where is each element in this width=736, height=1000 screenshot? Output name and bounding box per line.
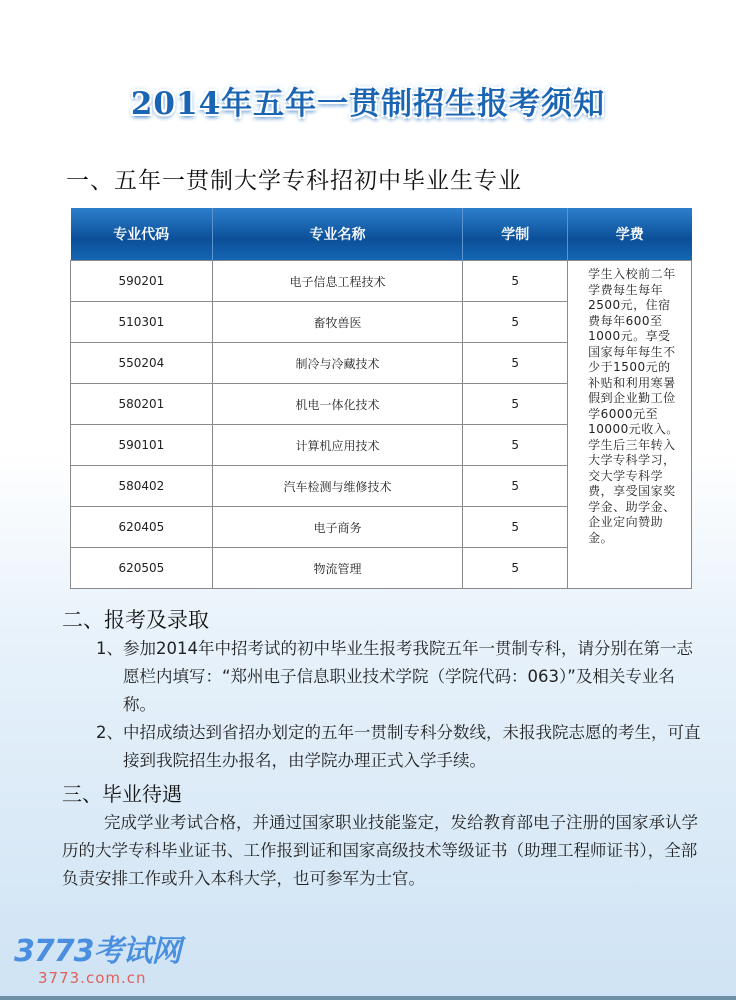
majors-table — [70, 208, 692, 589]
table-row — [71, 261, 692, 302]
major-code: 590101 — [71, 425, 213, 466]
major-code: 620405 — [71, 507, 213, 548]
major-code: 550204 — [71, 343, 213, 384]
major-code: 510301 — [71, 302, 213, 343]
major-code: 580402 — [71, 466, 213, 507]
major-years: 5 — [463, 261, 568, 302]
major-code: 580201 — [71, 384, 213, 425]
major-years: 5 — [463, 302, 568, 343]
item1-number: 1、 — [96, 639, 123, 658]
section2-heading: 二、报考及录取 — [62, 608, 209, 632]
major-name: 电子商务 — [212, 507, 463, 548]
major-name: 计算机应用技术 — [212, 425, 463, 466]
major-name: 汽车检测与维修技术 — [212, 466, 463, 507]
major-name: 畜牧兽医 — [212, 302, 463, 343]
major-years: 5 — [463, 425, 568, 466]
section1-heading: 一、五年一贯制大学专科招初中毕业生专业 — [66, 168, 522, 194]
col-header-code: 专业代码 — [71, 208, 213, 261]
item1 — [96, 635, 702, 719]
major-code: 620505 — [71, 548, 213, 589]
col-header-name: 专业名称 — [212, 208, 463, 261]
major-name: 机电一体化技术 — [212, 384, 463, 425]
major-years: 5 — [463, 343, 568, 384]
logo-url: 3773.com.cn — [38, 969, 147, 987]
major-years: 5 — [463, 384, 568, 425]
fee-note: 学生入校前二年学费每生每年2500元，住宿费每年600至1000元。享受国家每年每生不少于1500元的补贴和利用寒暑假到企业勤工俭学6000元至10000元收入。 学生后三年转入大学专科学习，交大学专科学费，享受国家奖学金、助学金、企业定向赞助金。 — [568, 261, 692, 589]
content — [62, 165, 702, 893]
item2-text: 中招成绩达到省招办划定的五年一贯制专科分数线，未报我院志愿的考生，可直接到我院招生办报名，由学院办理正式入学手续。 — [123, 723, 701, 770]
item2 — [96, 719, 702, 775]
major-years: 5 — [463, 548, 568, 589]
section3-paragraph: 完成学业考试合格，并通过国家职业技能鉴定，发给教育部电子注册的国家承认学历的大学专科毕业证书、工作报到证和国家高级技术等级证书（助理工程师证书），全部负责安排工作或升入本科大学，也可参军为士官。 — [62, 813, 698, 888]
table-header-row — [71, 208, 692, 261]
logo-text: 3773考试网 — [14, 934, 181, 969]
major-years: 5 — [463, 507, 568, 548]
col-header-years: 学制 — [463, 208, 568, 261]
major-years: 5 — [463, 466, 568, 507]
major-name: 物流管理 — [212, 548, 463, 589]
watermark-logo — [14, 935, 181, 987]
col-header-fee: 学费 — [568, 208, 692, 261]
bottom-bar — [0, 996, 736, 1000]
section3-heading: 三、毕业待遇 — [62, 782, 182, 806]
page-title: 2014年五年一贯制招生报考须知 — [130, 86, 606, 122]
major-name: 电子信息工程技术 — [212, 261, 463, 302]
major-name: 制冷与冷藏技术 — [212, 343, 463, 384]
major-code: 590201 — [71, 261, 213, 302]
item1-text: 参加2014年中招考试的初中毕业生报考我院五年一贯制专科，请分别在第一志愿栏内填写：“郑州电子信息职业技术学院（学院代码：063）”及相关专业名称。 — [123, 639, 693, 714]
item2-number: 2、 — [96, 723, 123, 742]
